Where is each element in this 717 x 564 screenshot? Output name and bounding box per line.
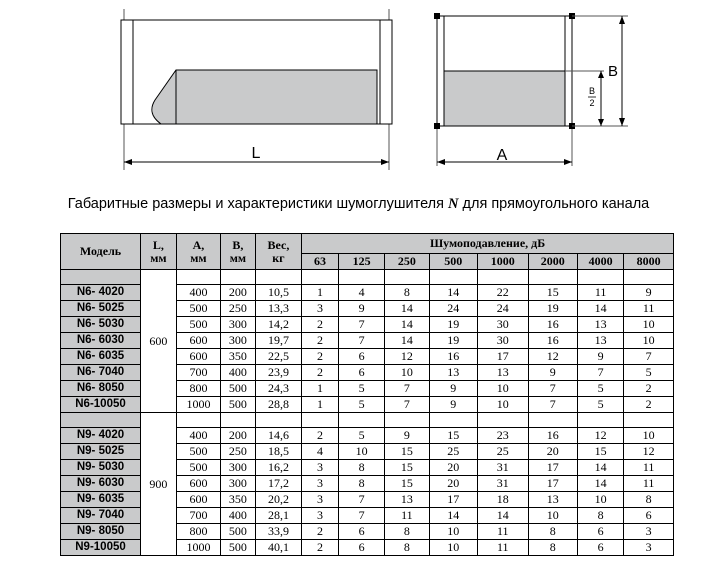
attenuation-cell: 10 (577, 492, 623, 508)
attenuation-cell: 12 (624, 444, 674, 460)
weight-cell: 28,1 (255, 508, 301, 524)
attenuation-cell: 14 (577, 301, 623, 317)
caption-text-before: Габаритные размеры и характеристики шумоглушителя (67, 196, 449, 212)
spacer-cell (338, 413, 384, 428)
model-cell: N9- 8050 (61, 524, 141, 540)
attenuation-cell: 22 (477, 285, 528, 301)
attenuation-cell: 17 (429, 492, 477, 508)
attenuation-cell: 14 (577, 476, 623, 492)
spacer-cell (429, 270, 477, 285)
attenuation-cell: 15 (385, 476, 429, 492)
dim-B-half-numerator: B (588, 86, 596, 96)
attenuation-cell: 6 (338, 349, 384, 365)
header-freq: 250 (385, 254, 429, 270)
attenuation-cell: 9 (429, 397, 477, 413)
header-A-unit: мм (190, 250, 207, 265)
attenuation-cell: 3 (624, 524, 674, 540)
attenuation-cell: 11 (385, 508, 429, 524)
header-L-unit: мм (150, 250, 167, 265)
attenuation-cell: 17 (477, 349, 528, 365)
attenuation-cell: 19 (429, 317, 477, 333)
height-B-cell: 350 (221, 349, 256, 365)
spacer-cell (577, 270, 623, 285)
weight-cell: 19,7 (255, 333, 301, 349)
width-A-cell: 400 (176, 428, 220, 444)
attenuation-cell: 2 (302, 540, 339, 556)
height-B-cell: 500 (221, 540, 256, 556)
length-cell: 600 (141, 270, 177, 413)
attenuation-cell: 2 (302, 349, 339, 365)
group-spacer-row (61, 413, 674, 428)
attenuation-cell: 8 (577, 508, 623, 524)
attenuation-cell: 7 (338, 508, 384, 524)
weight-cell: 40,1 (255, 540, 301, 556)
weight-cell: 14,2 (255, 317, 301, 333)
attenuation-cell: 2 (624, 397, 674, 413)
attenuation-cell: 14 (477, 508, 528, 524)
attenuation-cell: 10 (528, 508, 577, 524)
attenuation-cell: 13 (385, 492, 429, 508)
attenuation-cell: 19 (429, 333, 477, 349)
header-freq: 125 (338, 254, 384, 270)
attenuation-cell: 6 (577, 540, 623, 556)
attenuation-cell: 7 (624, 349, 674, 365)
header-freq: 500 (429, 254, 477, 270)
height-B-cell: 500 (221, 397, 256, 413)
attenuation-cell: 8 (624, 492, 674, 508)
attenuation-cell: 10 (477, 397, 528, 413)
silencer-drawing (0, 0, 717, 185)
attenuation-cell: 8 (385, 540, 429, 556)
attenuation-cell: 11 (477, 540, 528, 556)
width-A-cell: 400 (176, 285, 220, 301)
width-A-cell: 500 (176, 460, 220, 476)
width-A-cell: 1000 (176, 397, 220, 413)
attenuation-cell: 9 (385, 428, 429, 444)
attenuation-cell: 9 (528, 365, 577, 381)
width-A-cell: 800 (176, 524, 220, 540)
header-attenuation: Шумоподавление, дБ (302, 234, 674, 254)
attenuation-cell: 24 (477, 301, 528, 317)
caption-model-letter: N (448, 196, 459, 212)
dim-L-label: L (251, 145, 261, 162)
spacer-cell (302, 413, 339, 428)
width-A-cell: 500 (176, 317, 220, 333)
width-A-cell: 600 (176, 476, 220, 492)
attenuation-cell: 8 (385, 285, 429, 301)
attenuation-cell: 14 (385, 333, 429, 349)
height-B-cell: 300 (221, 476, 256, 492)
height-B-cell: 300 (221, 460, 256, 476)
group-spacer-row (61, 270, 674, 285)
header-weight-name: Вес, (267, 237, 290, 252)
height-B-cell: 250 (221, 444, 256, 460)
height-B-cell: 500 (221, 524, 256, 540)
attenuation-cell: 14 (385, 301, 429, 317)
width-A-cell: 1000 (176, 540, 220, 556)
width-A-cell: 600 (176, 349, 220, 365)
model-cell: N9-10050 (61, 540, 141, 556)
model-cell: N6- 5030 (61, 317, 141, 333)
table-caption (0, 196, 717, 213)
attenuation-cell: 2 (302, 524, 339, 540)
attenuation-cell: 15 (429, 428, 477, 444)
spacer-cell (577, 413, 623, 428)
model-cell: N9- 6035 (61, 492, 141, 508)
table-body (61, 270, 674, 556)
attenuation-cell: 1 (302, 285, 339, 301)
attenuation-cell: 11 (624, 476, 674, 492)
model-cell: N9- 5030 (61, 460, 141, 476)
attenuation-cell: 11 (577, 285, 623, 301)
attenuation-cell: 8 (528, 524, 577, 540)
attenuation-cell: 15 (528, 285, 577, 301)
spacer-cell (255, 413, 301, 428)
weight-cell: 16,2 (255, 460, 301, 476)
attenuation-cell: 4 (338, 285, 384, 301)
attenuation-cell: 25 (429, 444, 477, 460)
header-A-name: A, (192, 237, 205, 252)
height-B-cell: 200 (221, 428, 256, 444)
header-B (221, 234, 256, 270)
attenuation-cell: 3 (302, 492, 339, 508)
weight-cell: 23,9 (255, 365, 301, 381)
width-A-cell: 500 (176, 301, 220, 317)
attenuation-cell: 13 (477, 365, 528, 381)
attenuation-cell: 10 (624, 333, 674, 349)
attenuation-cell: 1 (302, 381, 339, 397)
weight-cell: 10,5 (255, 285, 301, 301)
attenuation-cell: 6 (338, 365, 384, 381)
width-A-cell: 800 (176, 381, 220, 397)
attenuation-cell: 20 (429, 460, 477, 476)
attenuation-cell: 20 (528, 444, 577, 460)
attenuation-cell: 14 (577, 460, 623, 476)
attenuation-cell: 17 (528, 460, 577, 476)
height-B-cell: 300 (221, 333, 256, 349)
attenuation-cell: 2 (302, 365, 339, 381)
width-A-cell: 700 (176, 508, 220, 524)
attenuation-cell: 5 (577, 397, 623, 413)
attenuation-cell: 15 (385, 444, 429, 460)
attenuation-cell: 8 (528, 540, 577, 556)
attenuation-cell: 23 (477, 428, 528, 444)
header-freq: 1000 (477, 254, 528, 270)
spacer-cell (624, 413, 674, 428)
attenuation-cell: 5 (338, 381, 384, 397)
spacer-cell (221, 413, 256, 428)
attenuation-cell: 8 (338, 476, 384, 492)
weight-cell: 24,3 (255, 381, 301, 397)
attenuation-cell: 15 (577, 444, 623, 460)
weight-cell: 18,5 (255, 444, 301, 460)
attenuation-cell: 8 (385, 524, 429, 540)
model-cell: N6- 6035 (61, 349, 141, 365)
header-freq: 8000 (624, 254, 674, 270)
spacer-cell (338, 270, 384, 285)
model-cell: N9- 4020 (61, 428, 141, 444)
height-B-cell: 300 (221, 317, 256, 333)
spacer-cell (61, 270, 141, 285)
attenuation-cell: 16 (528, 428, 577, 444)
attenuation-cell: 10 (385, 365, 429, 381)
attenuation-cell: 5 (338, 397, 384, 413)
dim-A-label: A (496, 147, 508, 164)
height-B-cell: 400 (221, 365, 256, 381)
width-A-cell: 700 (176, 365, 220, 381)
model-cell: N6- 8050 (61, 381, 141, 397)
weight-cell: 20,2 (255, 492, 301, 508)
spacer-cell (385, 270, 429, 285)
spacer-cell (477, 413, 528, 428)
height-B-cell: 350 (221, 492, 256, 508)
weight-cell: 33,9 (255, 524, 301, 540)
weight-cell: 28,8 (255, 397, 301, 413)
attenuation-cell: 2 (624, 381, 674, 397)
attenuation-cell: 2 (302, 428, 339, 444)
width-A-cell: 600 (176, 492, 220, 508)
attenuation-cell: 30 (477, 333, 528, 349)
model-cell: N6- 5025 (61, 301, 141, 317)
header-L-name: L, (152, 237, 164, 252)
spacer-cell (221, 270, 256, 285)
spacer-cell (528, 270, 577, 285)
attenuation-cell: 12 (528, 349, 577, 365)
attenuation-cell: 16 (528, 317, 577, 333)
attenuation-cell: 5 (577, 381, 623, 397)
model-cell: N9- 5025 (61, 444, 141, 460)
height-B-cell: 200 (221, 285, 256, 301)
header-freq: 2000 (528, 254, 577, 270)
attenuation-cell: 7 (338, 317, 384, 333)
header-weight-unit: кг (272, 250, 285, 265)
dim-B-half-denominator: 2 (589, 98, 595, 108)
attenuation-cell: 7 (338, 492, 384, 508)
attenuation-cell: 16 (429, 349, 477, 365)
spacer-cell (176, 270, 220, 285)
model-cell: N6-10050 (61, 397, 141, 413)
model-cell: N6- 6030 (61, 333, 141, 349)
attenuation-cell: 3 (302, 460, 339, 476)
spacer-cell (624, 270, 674, 285)
spacer-cell (477, 270, 528, 285)
attenuation-cell: 16 (528, 333, 577, 349)
header-A (176, 234, 220, 270)
attenuation-cell: 7 (528, 381, 577, 397)
attenuation-cell: 11 (624, 301, 674, 317)
attenuation-cell: 10 (624, 317, 674, 333)
front-view (434, 13, 628, 166)
attenuation-cell: 7 (385, 381, 429, 397)
attenuation-cell: 5 (338, 428, 384, 444)
attenuation-cell: 9 (624, 285, 674, 301)
attenuation-cell: 30 (477, 317, 528, 333)
attenuation-cell: 10 (338, 444, 384, 460)
width-A-cell: 500 (176, 444, 220, 460)
attenuation-cell: 7 (338, 333, 384, 349)
attenuation-cell: 6 (624, 508, 674, 524)
attenuation-cell: 2 (302, 317, 339, 333)
header-weight (255, 234, 301, 270)
attenuation-cell: 19 (528, 301, 577, 317)
attenuation-cell: 15 (385, 460, 429, 476)
header-B-name: B, (232, 237, 244, 252)
header-freq: 4000 (577, 254, 623, 270)
attenuation-cell: 13 (429, 365, 477, 381)
spacer-cell (176, 413, 220, 428)
dim-B-label: B (608, 63, 619, 80)
width-A-cell: 600 (176, 333, 220, 349)
attenuation-cell: 20 (429, 476, 477, 492)
attenuation-cell: 3 (624, 540, 674, 556)
spacer-cell (255, 270, 301, 285)
attenuation-cell: 18 (477, 492, 528, 508)
attenuation-cell: 7 (385, 397, 429, 413)
attenuation-cell: 13 (528, 492, 577, 508)
weight-cell: 17,2 (255, 476, 301, 492)
attenuation-cell: 25 (477, 444, 528, 460)
attenuation-cell: 13 (577, 317, 623, 333)
weight-cell: 14,6 (255, 428, 301, 444)
attenuation-cell: 14 (429, 285, 477, 301)
attenuation-cell: 3 (302, 301, 339, 317)
attenuation-cell: 10 (624, 428, 674, 444)
attenuation-cell: 14 (385, 317, 429, 333)
height-B-cell: 250 (221, 301, 256, 317)
model-cell: N6- 7040 (61, 365, 141, 381)
model-cell: N9- 6030 (61, 476, 141, 492)
spacer-cell (385, 413, 429, 428)
model-cell: N6- 4020 (61, 285, 141, 301)
height-B-cell: 400 (221, 508, 256, 524)
attenuation-cell: 14 (429, 508, 477, 524)
attenuation-cell: 6 (338, 540, 384, 556)
attenuation-cell: 13 (577, 333, 623, 349)
attenuation-cell: 10 (477, 381, 528, 397)
length-cell: 900 (141, 413, 177, 556)
attenuation-cell: 6 (338, 524, 384, 540)
spacer-cell (61, 413, 141, 428)
spacer-cell (429, 413, 477, 428)
attenuation-cell: 2 (302, 333, 339, 349)
weight-cell: 13,3 (255, 301, 301, 317)
weight-cell: 22,5 (255, 349, 301, 365)
attenuation-cell: 31 (477, 460, 528, 476)
attenuation-cell: 12 (385, 349, 429, 365)
attenuation-cell: 3 (302, 508, 339, 524)
attenuation-cell: 31 (477, 476, 528, 492)
header-L (141, 234, 177, 270)
attenuation-cell: 9 (429, 381, 477, 397)
attenuation-cell: 7 (528, 397, 577, 413)
attenuation-cell: 24 (429, 301, 477, 317)
attenuation-cell: 9 (338, 301, 384, 317)
attenuation-cell: 1 (302, 397, 339, 413)
spacer-cell (528, 413, 577, 428)
header-row-main (61, 234, 674, 254)
attenuation-cell: 9 (577, 349, 623, 365)
attenuation-cell: 11 (477, 524, 528, 540)
attenuation-cell: 11 (624, 460, 674, 476)
attenuation-cell: 17 (528, 476, 577, 492)
header-B-unit: мм (229, 250, 247, 265)
header-model: Модель (61, 234, 141, 270)
header-freq: 63 (302, 254, 339, 270)
caption-text-after: для прямоугольного канала (458, 196, 650, 212)
attenuation-cell: 10 (429, 524, 477, 540)
height-B-cell: 500 (221, 381, 256, 397)
attenuation-cell: 7 (577, 365, 623, 381)
attenuation-cell: 3 (302, 476, 339, 492)
attenuation-cell: 5 (624, 365, 674, 381)
spacer-cell (302, 270, 339, 285)
attenuation-cell: 8 (338, 460, 384, 476)
attenuation-cell: 10 (429, 540, 477, 556)
attenuation-cell: 4 (302, 444, 339, 460)
model-cell: N9- 7040 (61, 508, 141, 524)
silencer-specs-table (60, 233, 674, 556)
attenuation-cell: 6 (577, 524, 623, 540)
attenuation-cell: 12 (577, 428, 623, 444)
